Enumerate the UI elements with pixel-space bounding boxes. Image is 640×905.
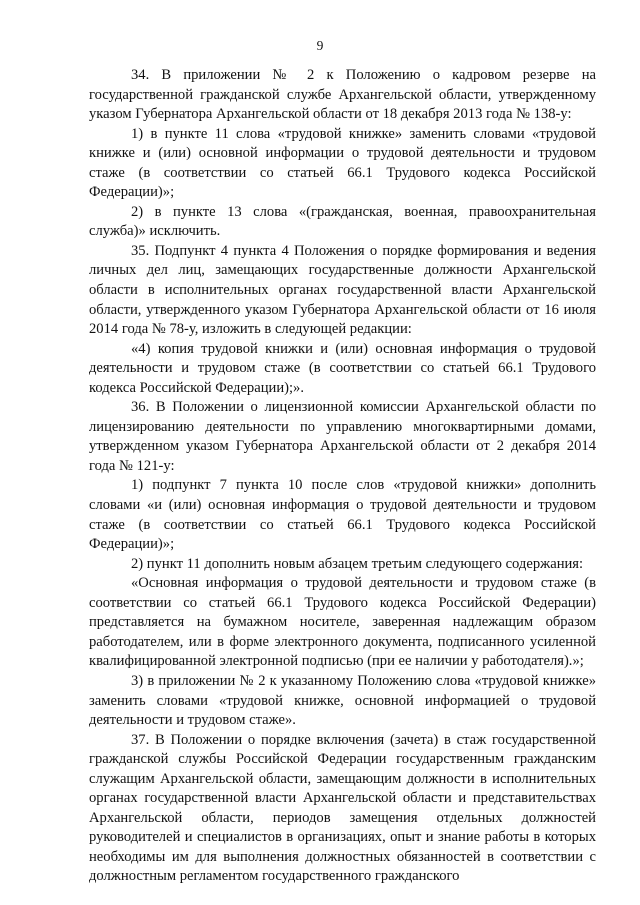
document-body	[89, 66, 596, 887]
paragraph-36-intro: 36. В Положении о лицензионной комиссии Архангельской области по лицензированию деятельности по управлению многоквартирными домами, утвержденном указом Губернатора Архангельской области от 2 декабря 2014 года № 121-у:	[89, 399, 596, 474]
paragraph-35-intro: 35. Подпункт 4 пункта 4 Положения о порядке формирования и ведения личных дел лиц, замещающих государственные должности Архангельской области в исполнительных органах государственной власти Архангельской области, утвержденного указом Губернатора Архангельской области от 16 июля 2014 года № 78-у, изложить в следующей редакции:	[89, 242, 596, 338]
paragraph-34-intro: 34. В приложении № 2 к Положению о кадровом резерве на государственной гражданской службе Архангельской области, утвержденному указом Губернатора Архангельской области от 18 декабря 2013 года № 138-у:	[89, 67, 596, 123]
paragraph-34-item-2: 2) в пункте 13 слова «(гражданская, военная, правоохранительная служба)» исключить.	[89, 203, 596, 240]
paragraph-36-item-3: 3) в приложении № 2 к указанному Положению слова «трудовой книжке» заменить словами «трудовой книжке, основной информацией о трудовой деятельности и трудовом стаже».	[89, 672, 596, 729]
paragraph-36-quote: «Основная информация о трудовой деятельности и трудовом стаже (в соответствии со статьей 66.1 Трудового кодекса Российской Федерации) представляется на бумажном носителе, заверенная надлежащим образом работодателем, или в форме электронного документа, подписанного усиленной квалифицированной электронной подписью (при ее наличии у работодателя).»;	[89, 575, 596, 670]
paragraph-36-item-1: 1) подпункт 7 пункта 10 после слов «трудовой книжки» дополнить словами «и (или) основная информация о трудовой деятельности и трудовом стаже (в соответствии со статьей 66.1 Трудового кодекса Российской Федерации)»;	[89, 477, 596, 553]
paragraph-37-intro: 37. В Положении о порядке включения (зачета) в стаж государственной гражданской службы Российской Федерации государственным гражданским служащим Архангельской области, замещающим должности в исполнительных органах государственной власти Архангельской области и представительствах Архангельской области, периодов замещения отдельных должностей руководителей и специалистов в организациях, опыт и знание работы в которых необходимы им для выполнения должностных обязанностей в соответствии с должностным регламентом государственного гражданского	[89, 731, 596, 885]
paragraph-35-quote: «4) копия трудовой книжки и (или) основная информация о трудовой деятельности и трудовом стаже (в соответствии со статьей 66.1 Трудового кодекса Российской Федерации);».	[89, 340, 596, 396]
page-number: 9	[316, 38, 324, 53]
paragraph-36-item-2: 2) пункт 11 дополнить новым абзацем третьим следующего содержания:	[131, 555, 584, 572]
paragraph-34-item-1: 1) в пункте 11 слова «трудовой книжке» заменить словами «трудовой книжке и (или) основной информации о трудовой деятельности и трудовом стаже (в соответствии со статьей 66.1 Трудового кодекса Российской Федерации)»;	[89, 125, 596, 201]
